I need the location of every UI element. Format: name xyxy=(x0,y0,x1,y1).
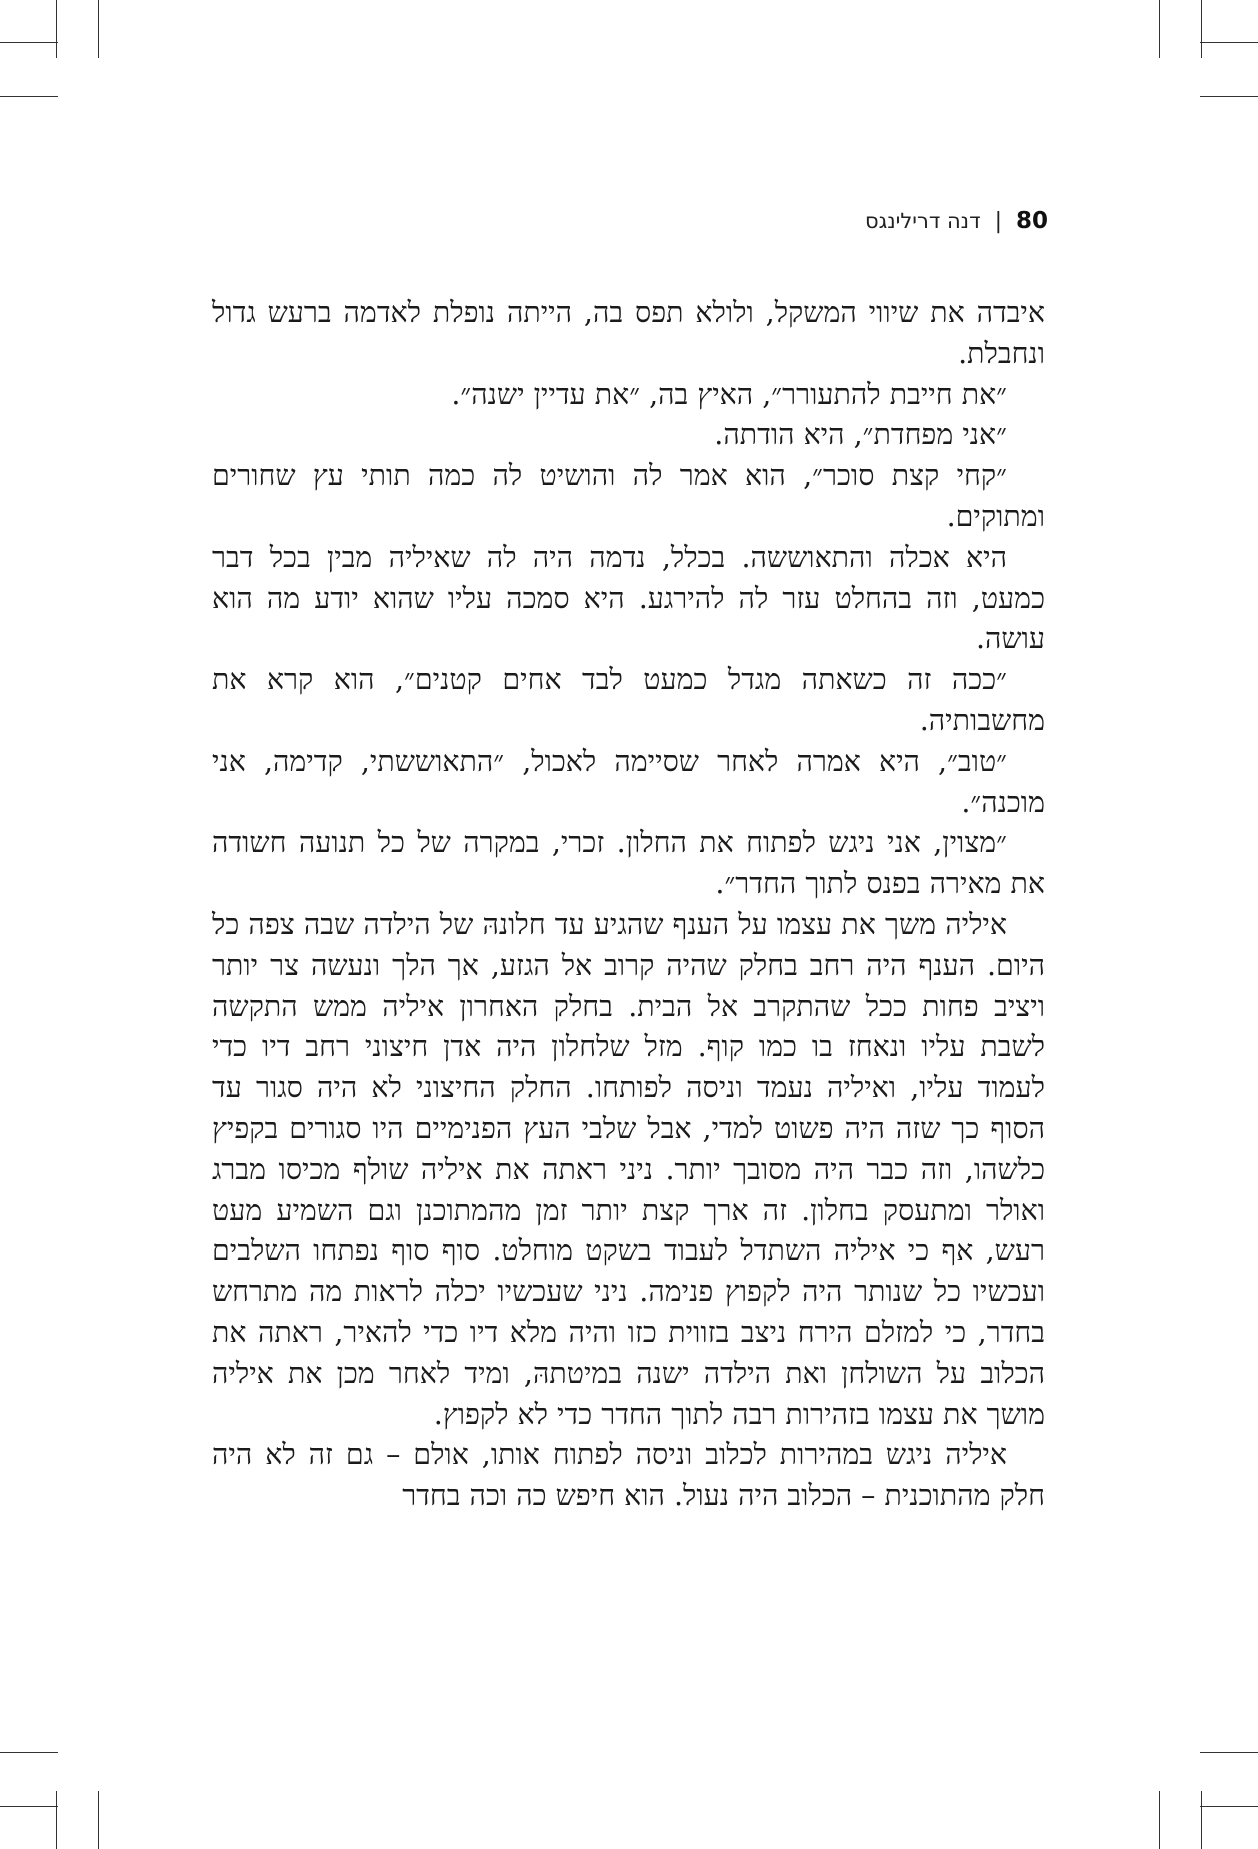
paragraph: איליה ניגש במהירות לכלוב וניסה לפתוח אותו, אולם – גם זה לא היה חלק מהתוכנית – הכלוב היה נעול. הוא חיפש כה וכה בחדר xyxy=(212,1438,1045,1513)
running-head xyxy=(865,208,1048,234)
crop-mark xyxy=(1201,1791,1202,1849)
author-name: דנה דרילינגס xyxy=(864,209,981,233)
crop-mark xyxy=(56,1791,57,1849)
crop-mark xyxy=(1201,0,1202,58)
paragraph: ״ככה זה כשאתה מגדל כמעט לבד אחים קטנים״, הוא קרא את מחשבותיה. xyxy=(212,663,1045,737)
header-separator: | xyxy=(994,208,1002,234)
crop-mark xyxy=(0,1806,58,1807)
paragraph: איבדה את שיווי המשקל, ולולא תפס בה, הייתה נופלת לאדמה ברעש גדול ונחבלת. xyxy=(212,296,1045,370)
crop-mark xyxy=(1200,1752,1258,1753)
page-number: 80 xyxy=(1015,208,1048,234)
paragraph: ״את חייבת להתעורר״, האיץ בה, ״את עדיין ישנה״. xyxy=(451,377,1007,411)
crop-mark xyxy=(1200,1806,1258,1807)
crop-mark xyxy=(98,0,99,58)
crop-mark xyxy=(0,42,58,43)
paragraph: איליה משך את עצמו על הענף שהגיע עד חלונהּ של הילדה שבה צפה כל היום. הענף היה רחב בחלק שהיה קרוב אל הגזע, אך הלך ונעשה צר יותר ויציב פחות ככל שהתקרב אל הבית. בחלק האחרון איליה ממש התקשה לשבת עליו ונאחז בו כמו קוף. מזל שלחלון היה אדן חיצוני רחב דיו כדי לעמוד עליו, ואיליה נעמד וניסה לפותחו. החלק החיצוני לא היה סגור עד הסוף כך שזה היה פשוט למדי, אבל שלבי העץ הפנימיים היו סגורים בקפיץ כלשהו, וזה כבר היה מסובך יותר. ניני ראתה את איליה שולף מכיסו מברג ואולר ומתעסק בחלון. זה ארך קצת יותר זמן מהמתוכנן וגם השמיע מעט רעש, אף כי איליה השתדל לעבוד בשקט מוחלט. סוף סוף נפתחו השלבים ועכשיו כל שנותר היה לקפוץ פנימה. ניני שעכשיו יכלה לראות מה מתרחש בחדר, כי למזלם הירח ניצב בזווית כזו והיה מלא דיו כדי להאיר, ראתה את הכלוב על השולחן ואת הילדה ישנה במיטתהּ, ומיד לאחר מכן את איליה מושך את עצמו בזהירות רבה לתוך החדר כדי לא לקפוץ. xyxy=(212,907,1045,1431)
crop-mark xyxy=(98,1791,99,1849)
crop-mark xyxy=(0,96,58,97)
crop-mark xyxy=(0,1752,58,1753)
body-text xyxy=(212,293,1045,1517)
crop-mark xyxy=(1159,1791,1160,1849)
crop-mark xyxy=(56,0,57,58)
crop-mark xyxy=(1200,96,1258,97)
crop-mark xyxy=(1159,0,1160,58)
crop-mark xyxy=(1200,42,1258,43)
paragraph: ״טוב״, היא אמרה לאחר שסיימה לאכול, ״התאוששתי, קדימה, אני מוכנה״. xyxy=(212,744,1045,819)
paragraph: ״קחי קצת סוכר״, הוא אמר לה והושיט לה כמה תותי עץ שחורים ומתוקים. xyxy=(212,459,1045,533)
paragraph: היא אכלה והתאוששה. בכלל, נדמה היה לה שאיליה מבין בכל דבר כמעט, וזה בהחלט עזר לה להירגע. היא סמכה עליו שהוא יודע מה הוא עושה. xyxy=(212,540,1045,656)
paragraph: ״אני מפחדת״, היא הודתה. xyxy=(714,418,1007,452)
paragraph: ״מצוין, אני ניגש לפתוח את החלון. זכרי, במקרה של כל תנועה חשודה את מאירה בפנס לתוך החדר״. xyxy=(212,826,1045,901)
